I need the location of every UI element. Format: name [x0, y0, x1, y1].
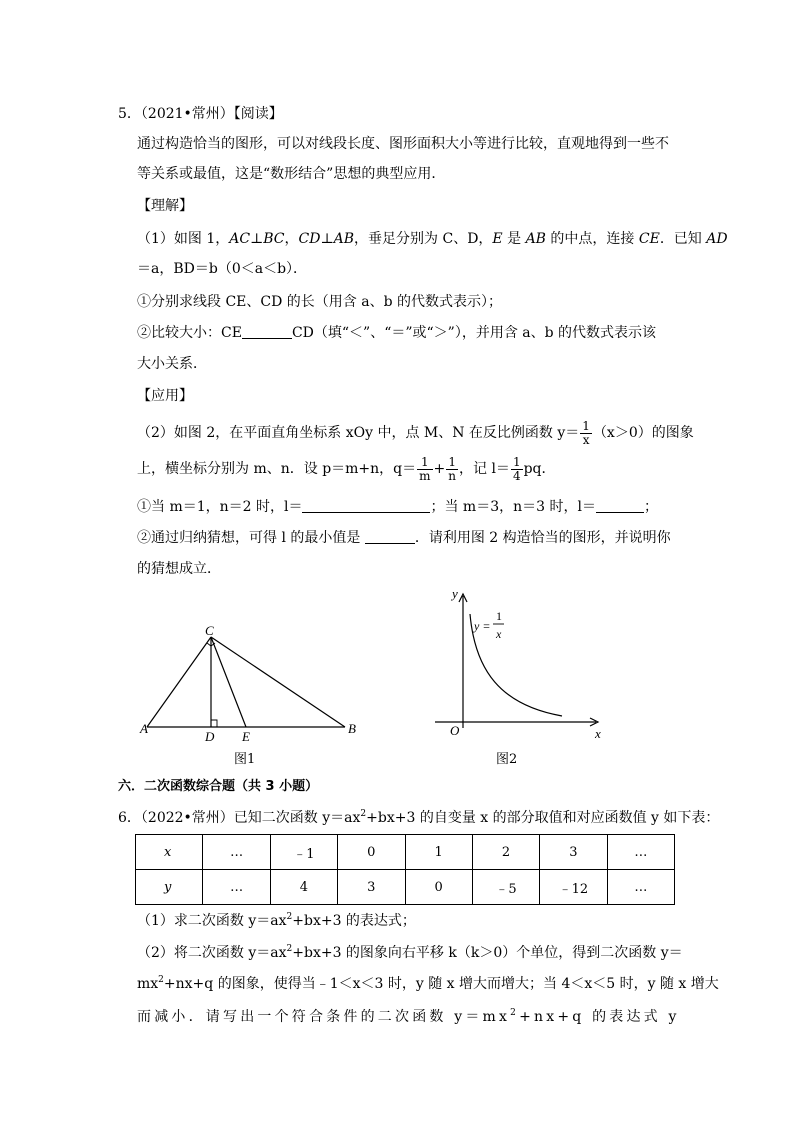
values-table: [135, 834, 675, 905]
fraction-1-over-x: $\frac{1}{x}$: [582, 418, 590, 447]
q5-sub2-cont: 大小关系．: [137, 356, 207, 372]
fraction-1-over-m: $\frac{1}{m}$: [419, 454, 431, 483]
segment-AC: [147, 637, 211, 727]
table-row: [136, 835, 675, 870]
function-label-num: 1: [496, 609, 502, 623]
q5-part1-line1: （1）如图 1，AC⊥BC，CD⊥AB，垂足分别为 C、D，E 是 AB 的中点，连接 CE．已知 AD: [137, 231, 728, 247]
answer-blank-compare[interactable]: [242, 324, 292, 339]
right-angle-mark-D: [211, 720, 217, 727]
table-cell: 3: [338, 870, 405, 905]
answer-blank-min[interactable]: [365, 529, 415, 544]
segment-BC: [211, 637, 345, 727]
function-label-den: x: [496, 627, 502, 641]
table-cell: 3: [540, 835, 607, 870]
q5-part2-line2: 上，横坐标分别为 m、n．设 p＝m+n，q＝ $\frac{1}{m}$ + $\frac{1}{n}$ ，记 l＝ $\frac{1}{4}$ pq．: [137, 454, 556, 483]
segment-CE: [211, 637, 246, 727]
table-cell: ﹣5: [472, 870, 539, 905]
q6-part2-line2: $mx^2+nx+q$ 的图象，使得当﹣1＜x＜3 时，y 随 x 增大而增大；当 4＜x＜5 时，y 随 x 增大: [137, 975, 719, 992]
answer-blank-l1[interactable]: [302, 498, 430, 513]
axis-label-y: y: [452, 586, 458, 601]
figure-1-caption: 图1: [234, 752, 256, 767]
q6-header: 6．（2022•常州）已知二次函数 $y=ax^2+bx+3$ 的自变量 x 的部分取值和对应函数值 y 如下表：: [118, 809, 720, 826]
table-cell: …: [607, 835, 674, 870]
table-cell: 0: [405, 870, 472, 905]
function-label-y: y =: [474, 619, 491, 633]
figure-2: [430, 580, 620, 770]
table-cell: …: [203, 835, 270, 870]
table-cell: …: [607, 870, 674, 905]
q5-part1-line2: ＝a，BD＝b（0＜a＜b）．: [137, 261, 308, 277]
q5-sub3: ①当 m＝1，n＝2 时，l＝ ；当 m＝3，n＝3 时，l＝ ；: [137, 499, 658, 515]
table-row-header: x: [136, 835, 203, 870]
understand-title: 【理解】: [137, 198, 193, 214]
label-C: C: [205, 623, 214, 638]
q6-part2-line1: （2）将二次函数 $y=ax^2+bx+3$ 的图象向右平移 k（k＞0）个单位，得到二次函数 y＝: [137, 944, 683, 961]
q5-header: 5．（2021•常州）【阅读】: [118, 106, 283, 122]
fraction-1-over-4: $\frac{1}{4}$: [512, 454, 521, 483]
figure-1: [130, 620, 370, 770]
figure-2-caption: 图2: [496, 752, 518, 767]
table-cell: 0: [338, 835, 405, 870]
label-D: D: [205, 729, 215, 744]
table-cell: ﹣12: [540, 870, 607, 905]
q5-part2-line1: （2）如图 2，在平面直角坐标系 xOy 中，点 M、N 在反比例函数 y＝ $\frac{1}{x}$ （x＞0）的图象: [137, 418, 694, 447]
table-cell: …: [203, 870, 270, 905]
apply-title: 【应用】: [137, 388, 193, 404]
table-cell: 1: [405, 835, 472, 870]
table-cell: 4: [270, 870, 337, 905]
q6-part2-line3: 而减小．请写出一个符合条件的二次函数 $y=mx^2+nx+q$ 的表达式 y: [137, 1008, 680, 1025]
q5-sub4: ②通过归纳猜想，可得 l 的最小值是 ．请利用图 2 构造恰当的图形，并说明你: [137, 530, 671, 546]
origin-label-O: O: [450, 723, 460, 738]
q5-sub2: ②比较大小：CE CD（填“＜”、“＝”或“＞”），并用含 a、b 的代数式表示该: [137, 325, 657, 341]
label-B: B: [348, 721, 356, 736]
q5-sub1: ①分别求线段 CE、CD 的长（用含 a、b 的代数式表示）；: [137, 294, 502, 310]
label-E: E: [242, 729, 250, 744]
section-6-title: 六．二次函数综合题（共 3 小题）: [118, 779, 319, 794]
q6-part1: （1）求二次函数 $y=ax^2+bx+3$ 的表达式；: [137, 912, 416, 929]
fraction-1-over-n: $\frac{1}{n}$: [448, 454, 456, 483]
q5-intro-line2: 等关系或最值，这是“数形结合”思想的典型应用．: [137, 166, 446, 182]
table-cell: 2: [472, 835, 539, 870]
table-cell: ﹣1: [270, 835, 337, 870]
q5-sub4-cont: 的猜想成立．: [137, 561, 221, 577]
answer-blank-l2[interactable]: [596, 498, 644, 513]
q5-intro-line1: 通过构造恰当的图形，可以对线段长度、图形面积大小等进行比较，直观地得到一些不: [137, 136, 669, 152]
table-row-header: y: [136, 870, 203, 905]
table-row: [136, 870, 675, 905]
axis-label-x: x: [595, 726, 601, 741]
label-A: A: [140, 721, 148, 736]
